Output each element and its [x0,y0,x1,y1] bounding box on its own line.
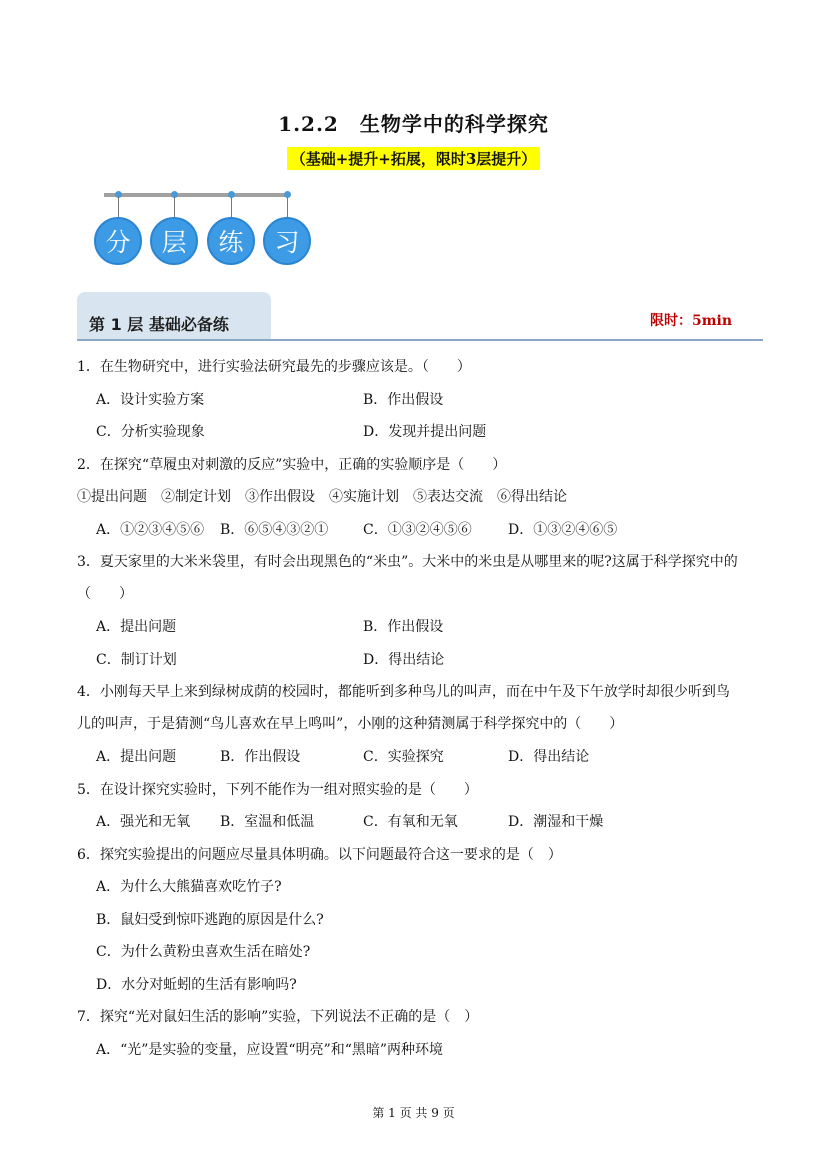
question-5-option-d: D．潮湿和干燥 [508,814,604,830]
question-7-stem: 7．探究“光对鼠妇生活的影响”实验，下列说法不正确的是（ ） [77,1009,479,1025]
question-6-option-d: D．水分对蚯蚓的生活有影响吗? [96,977,297,993]
banner-string [174,197,175,217]
question-5-option-a: A．强光和无氧 [96,814,191,830]
question-6-stem: 6．探究实验提出的问题应尽量具体明确。以下问题最符合这一要求的是（ ） [77,847,562,863]
question-5-stem: 5．在设计探究实验时，下列不能作为一组对照实验的是（ ） [77,782,478,798]
question-1-option-c: C．分析实验现象 [96,424,205,440]
question-2-stem: 2．在探究“草履虫对刺激的反应”实验中，正确的实验顺序是（ ） [77,457,507,473]
question-2-option-b: B．⑥⑤④③②① [220,522,329,538]
section-label: 第 1 层 基础必备练 [89,315,229,334]
question-4-option-d: D．得出结论 [508,749,590,765]
question-3-stem: 3．夏天家里的大米米袋里，有时会出现黑色的“米虫”。大米中的米虫是从哪里来的呢?这属于科学探究中的 [77,554,738,570]
time-limit: 限时：5min [650,313,733,329]
section-divider [77,339,763,341]
question-2-steps: ①提出问题 ②制定计划 ③作出假设 ④实施计划 ⑤表达交流 ⑥得出结论 [77,489,567,505]
banner-string [118,197,119,217]
banner-rail [104,193,290,197]
question-7-option-a: A．“光”是实验的变量，应设置“明亮”和“黑暗”两种环境 [96,1042,444,1058]
question-2-option-c: C．①③②④⑤⑥ [363,522,472,538]
page-footer: 第 1 页 共 9 页 [372,1106,455,1120]
question-6-option-b: B．鼠妇受到惊吓逃跑的原因是什么? [96,912,324,928]
page-title: 1.2.2 生物学中的科学探究 [278,112,549,136]
banner-char-fen: 分 [94,217,142,265]
question-4-stem: 4．小刚每天早上来到绿树成荫的校园时，都能听到多种鸟儿的叫声，而在中午及下午放学时却很少听到鸟 [77,684,730,700]
question-5-option-c: C．有氧和无氧 [363,814,458,830]
question-2-option-d: D．①③②④⑥⑤ [508,522,618,538]
question-2-option-a: A．①②③④⑤⑥ [96,522,205,538]
question-6-option-a: A．为什么大熊猫喜欢吃竹子? [96,879,282,895]
banner-char-lian: 练 [207,217,255,265]
question-3-option-c: C．制订计划 [96,652,177,668]
subtitle: （基础+提升+拓展，限时3层提升） [287,147,541,170]
question-1-option-a: A．设计实验方案 [96,392,205,408]
question-3-stem-cont: （ ） [77,586,133,602]
question-4-option-c: C．实验探究 [363,749,444,765]
banner-string [287,197,288,217]
question-4-stem-cont: 儿的叫声，于是猜测“鸟儿喜欢在早上鸣叫”，小刚的这种猜测属于科学探究中的（ ） [77,716,624,732]
question-3-option-a: A．提出问题 [96,619,177,635]
question-4-option-a: A．提出问题 [96,749,177,765]
question-5-option-b: B．室温和低温 [220,814,315,830]
layered-practice-banner [90,188,320,270]
subtitle-wrapper [0,147,827,170]
section-tab [77,292,271,340]
question-1-option-b: B．作出假设 [363,392,444,408]
banner-char-ceng: 层 [150,217,198,265]
question-1-option-d: D．发现并提出问题 [363,424,487,440]
question-3-option-b: B．作出假设 [363,619,444,635]
banner-char-xi: 习 [263,217,311,265]
banner-string [231,197,232,217]
question-1-stem: 1．在生物研究中，进行实验法研究最先的步骤应该是。（ ） [77,359,471,375]
question-4-option-b: B．作出假设 [220,749,301,765]
question-3-option-d: D．得出结论 [363,652,445,668]
question-6-option-c: C．为什么黄粉虫喜欢生活在暗处? [96,944,311,960]
